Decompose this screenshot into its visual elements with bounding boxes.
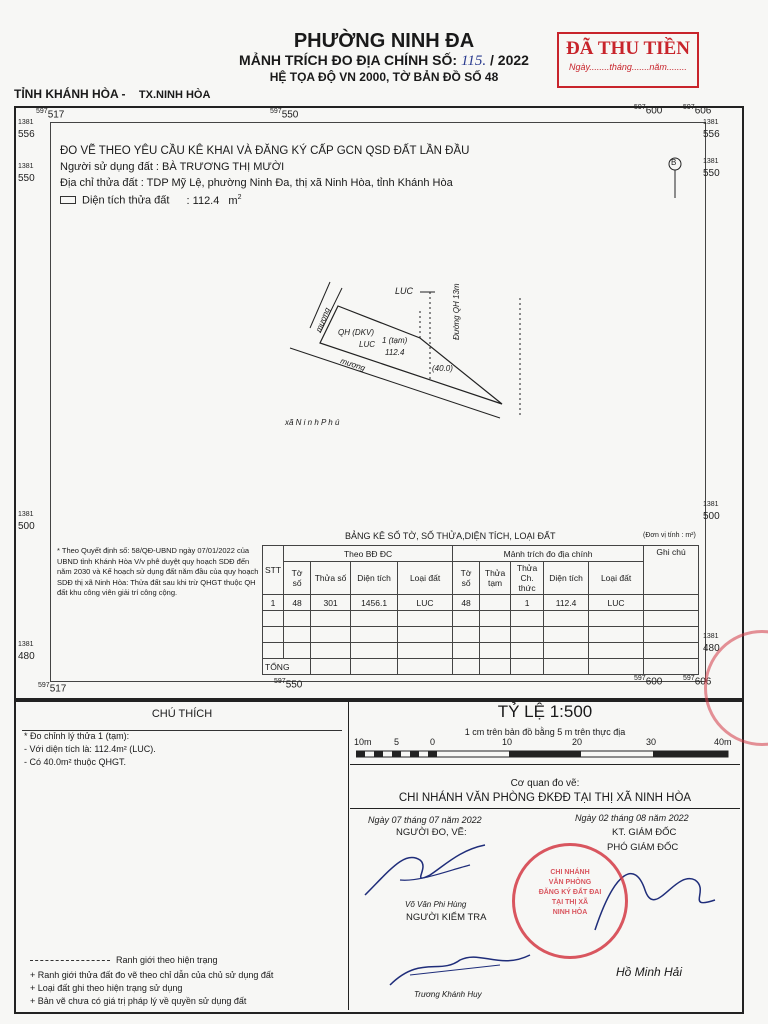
total-label: TỔNG (263, 659, 311, 675)
seal-line: TẠI THỊ XÃ (551, 899, 589, 906)
north-label: B (671, 158, 677, 167)
col-old-plot: Thửa số (311, 562, 351, 595)
coord-bot-left: $^{597}$517 (38, 682, 67, 695)
scale-tick: 10 (502, 737, 513, 747)
decision-note: * Theo Quyết định số: 58/QĐ-UBND ngày 07/01/2022 của UBND tỉnh Khánh Hòa V/v phê duyệt quy hoạch SDĐ đến năm 2030 và Kế hoạch sử dụng đất năm đầu của quy hoạch SDĐ thị xã Ninh Hòa: Thửa đất sau khi trừ QHGT thuộc QH đất khu công viên giải trí công cộng. (57, 546, 259, 597)
cell: 301 (311, 595, 351, 611)
coord-top-left: $^{597}$517 (36, 108, 65, 121)
area-value: : 112.4 (186, 194, 220, 207)
cell: 112.4 (544, 595, 589, 611)
deputy-name: Hồ Minh Hải (616, 965, 683, 979)
legend-item: + Ranh giới thửa đất đo vẽ theo chỉ dẫn của chủ sử dụng đất (30, 970, 274, 980)
legend-current (30, 955, 273, 965)
col-new-sheet: Tờ số (453, 562, 480, 595)
scale-note: 1 cm trên bản đồ bằng 5 m trên thực địa (464, 727, 626, 737)
seal-line: ĐĂNG KÝ ĐẤT ĐAI (538, 889, 602, 896)
table-row (263, 595, 699, 611)
col-new-area: Diện tích (544, 562, 589, 595)
coord-bot-right: $^{597}$600 (634, 675, 663, 688)
survey-heading: ĐO VẼ THEO YÊU CẦU KÊ KHAI VÀ ĐĂNG KÝ CẤP GCN QSD ĐẤT LẦN ĐẦU (60, 145, 470, 157)
map-qh: QH (DKV) (338, 328, 374, 337)
scale-tick: 5 (394, 737, 400, 747)
coord-right-480: $^{1381}$ 480 (703, 633, 720, 655)
date-right: Ngày 02 tháng 08 năm 2022 (575, 813, 689, 823)
coord-bot-far: $^{597}$606 (683, 675, 712, 688)
agency-divider (350, 808, 740, 809)
scale-tick: 10m (354, 737, 372, 747)
map-parcel-no: 1 (tạm) (382, 336, 408, 345)
map-canal-1: mương (314, 306, 332, 334)
ward-title: PHƯỜNG NINH ĐA (293, 30, 475, 52)
surveyor-name: Võ Văn Phi Hùng (405, 900, 467, 909)
extract-year: / 2022 (490, 52, 529, 68)
legend-item: + Loại đất ghi theo hiện trạng sử dụng (30, 983, 183, 993)
legend-item: + Bản vẽ chưa có giá trị pháp lý về quyền sử dụng đất (30, 996, 247, 1006)
cell: 1 (263, 595, 284, 611)
coord-left-556: $^{1381}$ 556 (18, 119, 35, 141)
coord-right-500: $^{1381}$ 500 (703, 501, 720, 523)
seal-line: VĂN PHÒNG (548, 879, 592, 886)
coord-top-far: $^{597}$606 (683, 104, 712, 117)
col-new-official: Thửa Ch. thức (511, 562, 544, 595)
province-line (14, 87, 210, 101)
coord-top-right: $^{597}$600 (634, 104, 663, 117)
col-old-sheet: Tờ số (284, 562, 311, 595)
director-label: KT. GIÁM ĐỐC (612, 827, 677, 838)
map-road-area: (40.0) (432, 364, 453, 373)
agency-label: Cơ quan đo vẽ: (510, 778, 580, 789)
col-note: Ghi chú (644, 546, 699, 595)
legend-lines (24, 730, 156, 769)
coord-right-550: $^{1381}$ 550 (703, 158, 720, 180)
owner-line: Người sử dụng đất : BÀ TRƯƠNG THỊ MƯỜI (60, 161, 285, 173)
coord-left-480: $^{1381}$ 480 (18, 641, 35, 663)
legend-current-label: Ranh giới theo hiện trạng (116, 955, 218, 965)
checker-name: Trương Khánh Huy (414, 990, 482, 999)
legend-title: CHÚ THÍCH (22, 704, 342, 731)
area-line: Diện tích thửa đất : 112.4 $m^2$ (60, 194, 242, 207)
map-canal-2: mương (339, 356, 367, 373)
cell: 48 (453, 595, 480, 611)
town: TX.NINH HÒA (138, 89, 211, 101)
surveyor-label: NGƯỜI ĐO, VẼ: (396, 827, 467, 838)
seal-line: NINH HÒA (552, 909, 588, 916)
date-left: Ngày 07 tháng 07 năm 2022 (368, 815, 482, 825)
paid-stamp-title: ĐÃ THU TIỀN (566, 38, 690, 59)
map-road: Đường QH 13m (452, 283, 461, 340)
surveyor-signature (360, 840, 500, 900)
coord-bot-mid: $^{597}$550 (274, 678, 303, 691)
parcel-table (262, 545, 699, 675)
coord-right-556: $^{1381}$ 556 (703, 119, 720, 141)
official-seal (512, 843, 628, 959)
cell: LUC (589, 595, 644, 611)
agency-name: CHI NHÁNH VĂN PHÒNG ĐKĐĐ TẠI THỊ XÃ NINH HÒA (398, 792, 692, 804)
footer-legend (30, 955, 273, 1008)
dashed-line-icon (30, 960, 110, 961)
extract-prefix: MẢNH TRÍCH ĐO ĐỊA CHÍNH SỐ: (239, 52, 458, 68)
cell (480, 595, 511, 611)
col-stt: STT (263, 546, 284, 595)
deputy-label: PHÓ GIÁM ĐỐC (607, 842, 679, 853)
col-old-type: Loại đất (398, 562, 453, 595)
legend-line: - Với diện tích là: 112.4m² (LUC). (24, 744, 156, 754)
col-new-temp: Thửa tạm (480, 562, 511, 595)
col-old-area: Diện tích (351, 562, 398, 595)
coord-left-550: $^{1381}$ 550 (18, 163, 35, 185)
col-new-type: Loại đất (589, 562, 644, 595)
paid-stamp-date: Ngày........tháng.......năm........ (569, 62, 687, 72)
col-group-new: Mảnh trích đo địa chính (453, 546, 644, 562)
extract-number: 115. (460, 53, 487, 69)
table-unit: (Đơn vị tính : m²) (643, 532, 696, 539)
scale-title: TỶ LỆ 1:500 (497, 702, 593, 721)
coord-left-500: $^{1381}$ 500 (18, 511, 35, 533)
province: TỈNH KHÁNH HÒA - (14, 87, 126, 101)
map-luc-top: LUC (395, 286, 414, 296)
col-group-old: Theo BĐ ĐC (284, 546, 453, 562)
scale-tick: 40m (714, 737, 732, 747)
coord-top-mid: $^{597}$550 (270, 108, 299, 121)
legend-line: * Đo chỉnh lý thửa 1 (tạm): (24, 731, 130, 741)
scale-divider (350, 764, 740, 765)
address-line: Địa chỉ thửa đất : TDP Mỹ Lệ, phường Ninh Đa, thị xã Ninh Hòa, tỉnh Khánh Hòa (60, 177, 453, 189)
scale-tick: 20 (572, 737, 583, 747)
table-title: BẢNG KÊ SỐ TỜ, SỐ THỬA,DIỆN TÍCH, LOẠI ĐẤT (345, 531, 556, 541)
cell: 1456.1 (351, 595, 398, 611)
scale-tick: 0 (430, 737, 436, 747)
map-commune: xã N i n h P h ú (285, 418, 340, 427)
map-parcel-area: 112.4 (385, 348, 405, 357)
cell: 48 (284, 595, 311, 611)
scale-tick: 30 (646, 737, 657, 747)
cell: LUC (398, 595, 453, 611)
legend-line: - Có 40.0m² thuộc QHGT. (24, 757, 127, 767)
scale-bar (356, 749, 734, 759)
area-symbol-icon (60, 196, 76, 204)
coord-system: HỆ TỌA ĐỘ VN 2000, TỜ BẢN ĐỒ SỐ 48 (269, 70, 499, 84)
paid-stamp (557, 32, 699, 88)
cell: 1 (511, 595, 544, 611)
map-parcel-type: LUC (359, 340, 376, 349)
area-label: Diện tích thửa đất (82, 194, 170, 207)
seal-line: CHI NHÁNH (550, 869, 590, 876)
cell (644, 595, 699, 611)
bottom-divider (348, 700, 349, 1010)
area-unit: m (228, 194, 238, 207)
checker-label: NGƯỜI KIỂM TRA (406, 912, 487, 923)
checker-signature (380, 945, 540, 990)
